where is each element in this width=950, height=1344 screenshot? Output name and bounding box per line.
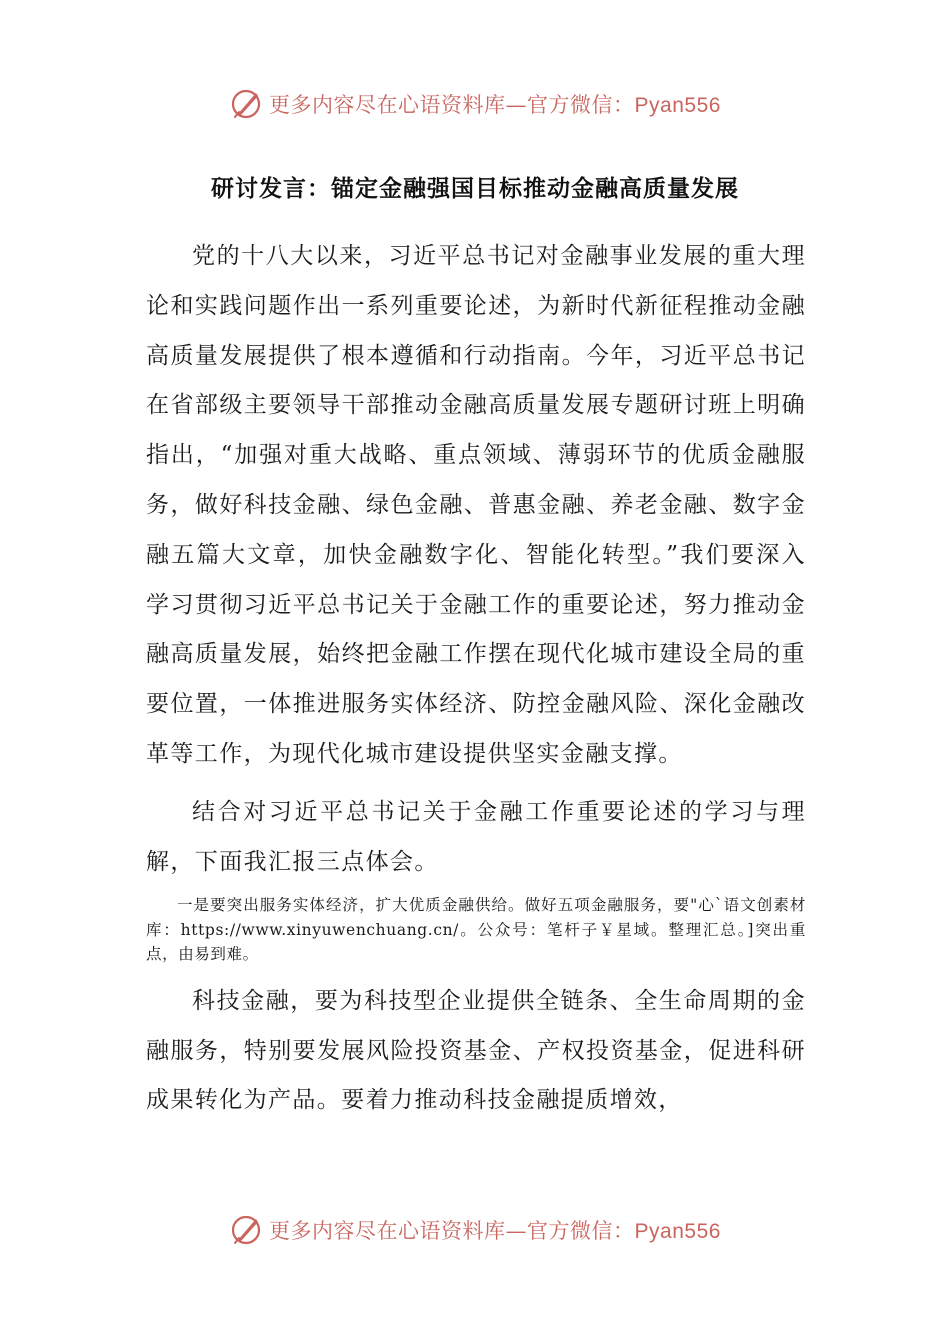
document-body [146,232,806,1126]
banner-text: 更多内容尽在心语资料库—官方微信：Pyan556 [269,93,721,117]
banner-text: 更多内容尽在心语资料库—官方微信：Pyan556 [269,1219,721,1243]
paragraph-3: 科技金融，要为科技型企业提供全链条、全生命周期的金融服务，特别要发展风险投资基金、产权投资基金，促进科研成果转化为产品。要着力推动科技金融提质增效， [146,987,806,1114]
footer-banner [0,1208,950,1252]
source-note: 一是要突出服务实体经济，扩大优质金融供给。做好五项金融服务，要"心`语文创素材库：https://www.xinyuwenchuang.cn/。公众号：笔杆子￥星域。整理汇总。]突出重点，由易到难。 [146,896,806,964]
quill-circle-icon [229,87,263,121]
header-banner [0,82,950,126]
document-title: 研讨发言：锚定金融强国目标推动金融高质量发展 [211,175,739,202]
wechat-id: Pyan556 [634,1220,721,1243]
paragraph-1: 党的十八大以来，习近平总书记对金融事业发展的重大理论和实践问题作出一系列重要论述，为新时代新征程推动金融高质量发展提供了根本遵循和行动指南。今年，习近平总书记在省部级主要领导干部推动金融高质量发展专题研讨班上明确指出，“加强对重大战略、重点领域、薄弱环节的优质金融服务，做好科技金融、绿色金融、普惠金融、养老金融、数字金融五篇大文章，加快金融数字化、智能化转型。”我们要深入学习贯彻习近平总书记关于金融工作的重要论述，努力推动金融高质量发展，始终把金融工作摆在现代化城市建设全局的重要位置，一体推进服务实体经济、防控金融风险、深化金融改革等工作，为现代化城市建设提供坚实金融支撑。 [146,243,806,767]
paragraph-2: 结合对习近平总书记关于金融工作重要论述的学习与理解，下面我汇报三点体会。 [146,798,806,875]
quill-circle-icon [229,1213,263,1247]
wechat-id: Pyan556 [634,94,721,117]
